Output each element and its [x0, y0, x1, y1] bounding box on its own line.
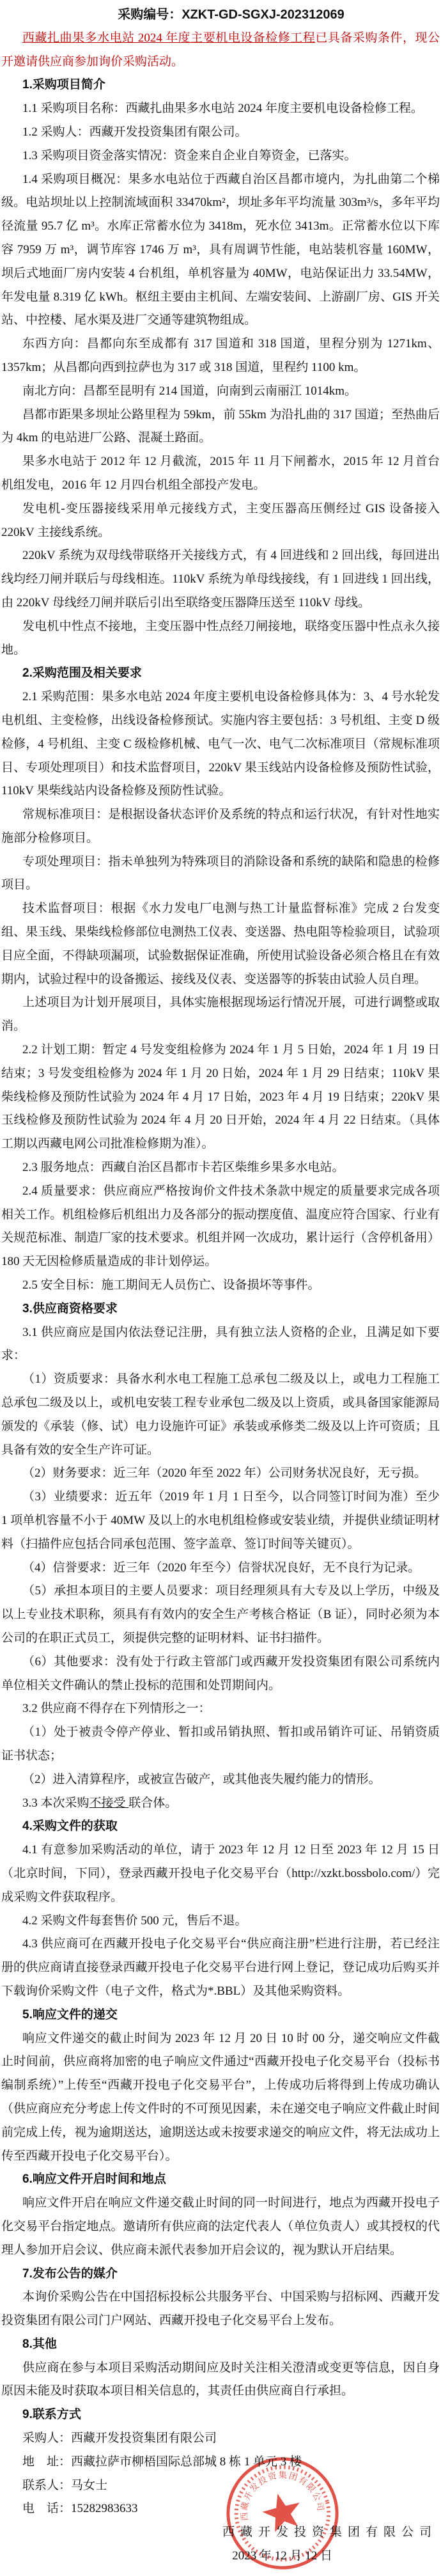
doc-number-line: [1, 3, 440, 27]
text-run: 本询价采购公告在中国招标投标公共服务平台、中国采购与招标网、西藏开发投资集团有限公司门户网站、西藏开投电子化交易平台上发布。: [1, 2290, 440, 2328]
text-run: 8.其他: [22, 2337, 57, 2351]
text-run: 4.1 有意参加采购活动的单位，请于 2023 年 12 月 12 日至 2023 年 12 月 15 日（北京时间，下同），登录西藏开投电子化交易平台（http://xzkt.bossbolo.com/）完成采购文件获取程序。: [1, 1843, 440, 1904]
text-run: 2.1 采购范围：果多水电站 2024 年度主要机电设备检修具体为：3、4 号水轮发电机组、主变检修，出线设备检修预试。实施内容主要包括：3 号机组、主变 D 级检修，4 号机组、主变 C 级检修机械、电气一次、电气二次标准项目（常规标准项目、专项处理项目）和技术监督项目，220kV 果玉线站内设备检修及预防性试验，110kV 果柴线站内设备检修及预防性试验。: [1, 690, 440, 798]
paragraph: [1, 404, 440, 451]
text-run: （1）处于被责令停产停业、暂扣或吊销执照、暂扣或吊销许可证、吊销资质证书状态；: [1, 1725, 440, 1763]
text-run: 响应文件开启在响应文件递交截止时间的同一时间进行，地点为西藏开投电子化交易平台指定地点。邀请所有供应商的法定代表人（单位负责人）或其授权的代理人参加开启会议、供应商未派代表参加开启会议的，视为默认开启结果。: [1, 2196, 440, 2257]
stamp-ring-text: 西藏开发投资集团有限公司: [239, 2470, 326, 2522]
text-run: 西藏开发投资集团有限公司: [222, 2525, 437, 2540]
text-run: 2.5 安全目标：施工期间无人员伤亡、设备损坏等事件。: [22, 1278, 320, 1292]
text-run: 2.3 服务地点：西藏自治区昌都市卡若区柴维乡果多水电站。: [22, 1161, 344, 1175]
text-run: （3）业绩要求：近五年（2019 年 1 月 1 日至今，以合同签订时间为准）至少 1 项单机容量不小于 40MW 及以上的水电机组检修或安装业绩，并提供业绩证明材料（扫描件应包括合同承包范围、签字盖章、签订时间等关键页）。: [1, 1490, 440, 1551]
paragraph: [1, 121, 440, 145]
paragraph: [1, 1792, 440, 1816]
paragraph: [1, 1180, 440, 1274]
paragraph: [1, 1462, 440, 1486]
section-heading: [1, 2263, 440, 2286]
section-heading: [1, 2168, 440, 2192]
text-run: 2023 年 12 月 12 日: [232, 2549, 332, 2563]
text-run: 地 址：西藏拉萨市柳梧国际总部城 8 栋 1 单元 3 楼: [22, 2454, 302, 2469]
paragraph: [1, 168, 440, 333]
text-run: 6.响应文件开启时间和地点: [22, 2172, 166, 2187]
text-run: 联系人：马女士: [22, 2478, 108, 2492]
text-run: 2.4 质量要求：供应商应严格按询价文件技术条款中规定的质量要求完成各项相关工作。机组检修后机组出力及各部分的振动摆度值、温度应符合国家、行业有关规范标准、制造厂家的技术要求。机组并网一次成功，累计运行（含停机备用）180 天无因检修质量造成的非计划停运。: [1, 1184, 440, 1269]
paragraph: [1, 803, 440, 851]
text-run: 3.2 供应商不得存在下列情形之一：: [22, 1702, 211, 1716]
text-run: 4.3 供应商可在西藏开投电子化交易平台“供应商注册”栏进行注册，若已经注册的供应商请直接登录西藏开投电子化交易平台进行网上登记，登记成功后购买并下载询价采购文件（电子文件，格式为*.BBL）及其他采购资料。: [1, 1937, 440, 1998]
text-run: （1）资质要求：具备水利水电工程施工总承包二级及以上，或电力工程施工总承包二级及以上，或机电安装工程专业承包二级及以上资质，或具备国家能源局颁发的《承装（修、试）电力设施许可证》承装或承修类二级及以上许可资质；且具备有效的安全生产许可证。: [1, 1372, 440, 1457]
section-heading: [1, 1815, 440, 1839]
text-run: 3.3 本次采购: [22, 1796, 89, 1810]
signature-company: [1, 2521, 440, 2545]
text-run: 电 话：15282983633: [22, 2502, 138, 2516]
paragraph: [1, 1156, 440, 1180]
signature-date: [1, 2545, 440, 2568]
paragraph: [1, 1321, 440, 1369]
paragraph: [1, 1580, 440, 1650]
paragraph: [1, 1768, 440, 1792]
paragraph: [1, 380, 440, 404]
text-run: 供应商在参与本项目采购活动期间应及时关注相关澄清或变更等信息，因自身原因未能及时获取本项目相关信息的，其责任由供应商自行承担。: [1, 2360, 440, 2398]
text-run: 发电机-变压器接线采用单元接线方式，主变压器高压侧经过 GIS 设备接入 220kV 主接线系统。: [1, 501, 440, 539]
text-run: 2.采购范围及相关要求: [22, 666, 142, 680]
text-run: 采购编号：XZKT-GD-SGXJ-202312069: [118, 8, 344, 22]
paragraph: [1, 897, 440, 991]
text-run: 果多水电站于 2012 年 12 月截流，2015 年 11 月下闸蓄水，2015 年 12 月首台机组发电，2016 年 12 月四台机组全部投产发电。: [1, 455, 440, 492]
text-run: 1.采购项目简介: [22, 78, 105, 92]
paragraph: [1, 1651, 440, 1698]
text-run: 西藏扎曲果多水电站 2024 年度主要机电设备检修工程: [22, 31, 316, 45]
text-run: 1.3 采购项目资金落实情况：资金来自企业自筹资金，已落实。: [22, 148, 357, 162]
text-run: 1.1 采购项目名称：西藏扎曲果多水电站 2024 年度主要机电设备检修工程。: [22, 102, 424, 116]
text-run: 发电机中性点不接地，主变压器中性点经刀闸接地，联络变压器中性点永久接地。: [1, 619, 440, 657]
paragraph: [1, 2027, 440, 2169]
paragraph: [1, 145, 440, 168]
text-run: 2.2 计划工期：暂定 4 号发变组检修为 2024 年 1 月 5 日始，2024 年 1 月 19 日结束；3 号发变组检修为 2024 年 1 月 20 日始，2024 年 1 月 29 日结束；110kV 果柴线检修及预防性试验为 2024 年 4 月 17 日始，2023 年 4 月 19 日结束；220kV 果玉线检修及预防性试验为 2024 年 4 月 20 日开始，2024 年 4 月 22 日结束。（具体工期以西藏电网公司批准检修期为准）。: [1, 1043, 440, 1151]
text-run: 常规标准项目：是根据设备状态评价及系统的特点和运行状况，有针对性地实施部分检修项目。: [1, 808, 440, 845]
paragraph: [1, 1368, 440, 1462]
text-run: 采购人：西藏开发投资集团有限公司: [22, 2431, 217, 2446]
text-run: 1.4 采购项目概况：果多水电站位于西藏自治区昌都市境内，为扎曲第二个梯级。电站坝址以上控制流域面积 33470km²，坝址多年平均流量 303m³/s，多年平均径流量 95.7 亿 m³。水库正常蓄水位为 3418m，死水位 3413m。正常蓄水位以下库容 7959 万 m³，调节库容 1746 万 m³，具有周调节性能，电站装机容量 160MW，坝后式地面厂房内安装 4 台机组，单机容量为 40MW，电站保证出力 33.54MW，年发电量 8.319 亿 kWh。枢纽主要由主机间、左端安装间、上游副厂房、GIS 开关站、中控楼、尾水渠及进厂交通等建筑物组成。: [1, 172, 440, 327]
contact-line: [1, 2427, 440, 2451]
text-run: 4.2 采购文件每套售价 500 元，售后不退。: [22, 1913, 247, 1928]
section-heading: [1, 2403, 440, 2427]
contact-line: [1, 2451, 440, 2474]
paragraph: [1, 615, 440, 663]
paragraph: [1, 1486, 440, 1556]
text-run: 上述项目为计划开展项目，具体实施根据现场运行情况开展，可进行调整或取消。: [1, 996, 440, 1033]
paragraph: [1, 2357, 440, 2404]
paragraph: [1, 1910, 440, 1933]
text-run: 220kV 系统为双母线带联络开关接线方式，有 4 回进线和 2 回出线，每回进出线均经刀闸并联后与母线相连。110kV 系统为单母线接线，有 1 回进线 1 回出线，由 220kV 母线经刀闸并联后引出至联络变压器降压送至 110kV 母线。: [1, 549, 440, 609]
text-run: 4.采购文件的获取: [22, 1819, 118, 1834]
paragraph: [1, 498, 440, 545]
section-heading: [1, 2333, 440, 2357]
text-run: （2）进入清算程序，或被宣告破产，或其他丧失履约能力的情形。: [22, 1772, 381, 1786]
paragraph: [1, 851, 440, 898]
text-run: 3.1 供应商应是国内依法登记注册，具有独立法人资格的企业，且满足如下要求：: [1, 1325, 440, 1363]
section-heading: [1, 662, 440, 686]
text-run: 3.供应商资格要求: [22, 1301, 118, 1315]
paragraph: [1, 1697, 440, 1721]
text-run: 不接受: [89, 1796, 129, 1810]
text-run: （6）其他要求：没有处于行政主管部门或西藏开发投资集团有限公司系统内单位相关文件确认的禁止投标的范围和处罚期间内。: [1, 1654, 440, 1692]
paragraph: [1, 1274, 440, 1298]
paragraph: [1, 450, 440, 498]
text-run: 联合体。: [128, 1796, 178, 1810]
section-heading: [1, 2004, 440, 2027]
text-run: 技术监督项目：根据《水力发电厂电测与热工计量监督标准》完成 2 台发变组、果玉线、果柴线检修部位电测热工仪表、变送器、热电阻等检验项目，试验项目应全面，不得缺项漏项，试验数据保证准确，所使用试验设备必须合格且在有效期内，试验过程中的设备搬运、接线及仪表、变送器等的拆装由试验人员自理。: [1, 902, 440, 986]
text-run: 响应文件递交的截止时间为 2023 年 12 月 20 日 10 时 00 分，递交响应文件截止时间前，供应商将加密的电子响应文件通过“西藏开投电子化交易平台（投标书编制系统）”上传至“西藏开投电子化交易平台”，上传成功后将得到上传成功确认（供应商应充分考虑上传文件时的不可预见因素，未在递交电子响应文件截止时间前完成上传，视为逾期送达，逾期送达或未按要求递交的响应文件，将无法成功上传至西藏开投电子化交易平台）。: [1, 2031, 440, 2163]
paragraph: [1, 1039, 440, 1156]
paragraph: [1, 97, 440, 121]
text-run: 昌都市距果多坝址公路里程为 59km，前 55km 为沿扎曲的 317 国道；至热曲后为 4km 的电站进厂公路、混凝土路面。: [1, 407, 440, 445]
text-run: （4）信誉要求：近三年（2020 年至今）信誉状况良好，无不良行为记录。: [22, 1560, 421, 1575]
contact-line: [1, 2474, 440, 2498]
text-run: 南北方向：昌都至昆明有 214 国道，向南到云南丽江 1014km。: [22, 384, 357, 398]
paragraph: [1, 1557, 440, 1580]
paragraph: [1, 2192, 440, 2262]
text-run: （2）财务要求：近三年（2020 年至 2022 年）公司财务状况良好，无亏损。: [22, 1466, 426, 1480]
paragraph: [1, 333, 440, 380]
text-run: （5）承担本项目的主要人员要求：项目经理须具有大专及以上学历，中级及以上专业技术职称，须具有有效内的安全生产考核合格证（B 证），同时必须为本公司的在职正式员工，须提供完整的证明材料、证书扫描件。: [1, 1584, 440, 1645]
text-run: 东西方向：昌都向东至成都有 317 国道和 318 国道，里程分别为 1271km、1357km；从昌都向西到拉萨也为 317 或 318 国道，里程约 1100 km。: [1, 337, 440, 374]
paragraph: [1, 686, 440, 803]
contact-line: [1, 2497, 440, 2521]
text-run: 专项处理项目：指未单独列为特殊项目的消除设备和系统的缺陷和隐患的检修项目。: [1, 854, 440, 892]
paragraph: [1, 1933, 440, 2003]
text-run: 已具备采购条件，现公开邀请供应商参加询价采购活动。: [1, 31, 440, 68]
paragraph: [1, 544, 440, 615]
section-heading: [1, 1298, 440, 1321]
text-run: 5.响应文件的递交: [22, 2007, 118, 2022]
section-heading: [1, 74, 440, 97]
text-run: 9.联系方式: [22, 2408, 81, 2422]
paragraph: [1, 1839, 440, 1909]
paragraph: [1, 991, 440, 1039]
paragraph: [1, 1721, 440, 1768]
paragraph: [1, 2286, 440, 2333]
notice-title: [1, 27, 440, 74]
text-run: 7.发布公告的媒介: [22, 2266, 118, 2281]
text-run: 1.2 采购人：西藏开发投资集团有限公司。: [22, 125, 247, 139]
